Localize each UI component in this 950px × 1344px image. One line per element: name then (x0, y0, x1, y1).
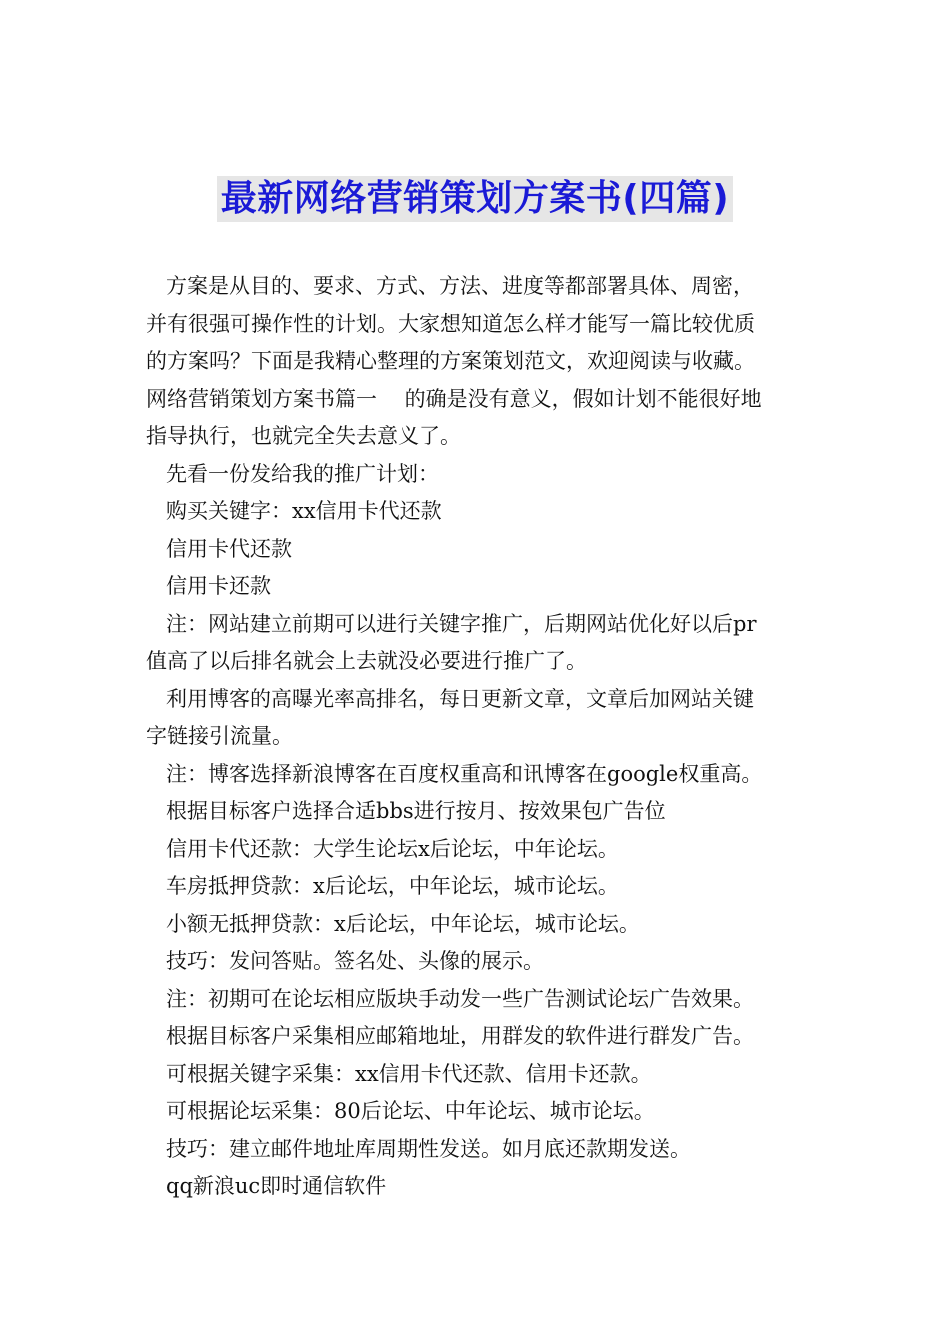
document-title: 最新网络营销策划方案书(四篇) (217, 176, 733, 222)
paragraph-line: 指导执行，也就完全失去意义了。 (146, 424, 461, 448)
paragraph-line: 先看一份发给我的推广计划： (166, 461, 439, 486)
paragraph-line: 车房抵押贷款：x后论坛，中年论坛，城市论坛。 (166, 874, 619, 898)
paragraph-line: 技巧：建立邮件地址库周期性发送。如月底还款期发送。 (166, 1136, 691, 1161)
paragraph-line: 注：初期可在论坛相应版块手动发一些广告测试论坛广告效果。 (166, 986, 754, 1011)
paragraph-line: 字链接引流量。 (146, 724, 293, 748)
paragraph-line: 根据目标客户采集相应邮箱地址，用群发的软件进行群发广告。 (166, 1024, 754, 1048)
paragraph-line: 信用卡还款 (166, 574, 271, 598)
paragraph-line: 注：博客选择新浪博客在百度权重高和讯博客在google权重高。 (166, 761, 763, 786)
paragraph-line: 购买关键字：xx信用卡代还款 (166, 499, 442, 523)
document-body (146, 268, 814, 1206)
paragraph-line: 并有很强可操作性的计划。大家想知道怎么样才能写一篇比较优质 (146, 311, 755, 336)
paragraph-line: 网络营销策划方案书篇一 的确是没有意义，假如计划不能很好地 (146, 386, 762, 411)
paragraph-line: 值高了以后排名就会上去就没必要进行推广了。 (146, 649, 587, 673)
paragraph-line: qq新浪uc即时通信软件 (166, 1174, 387, 1198)
paragraph-line: 的方案吗？下面是我精心整理的方案策划范文，欢迎阅读与收藏。 (146, 349, 755, 373)
paragraph-line: 注：网站建立前期可以进行关键字推广，后期网站优化好以后pr (166, 611, 757, 636)
paragraph-line: 信用卡代还款：大学生论坛x后论坛，中年论坛。 (166, 836, 619, 861)
paragraph-line: 可根据论坛采集：80后论坛、中年论坛、城市论坛。 (166, 1099, 655, 1123)
paragraph-line: 根据目标客户选择合适bbs进行按月、按效果包广告位 (166, 799, 666, 823)
paragraph-line: 利用博客的高曝光率高排名，每日更新文章，文章后加网站关键 (166, 686, 754, 711)
paragraph-line: 方案是从目的、要求、方式、方法、进度等都部署具体、周密， (166, 274, 754, 298)
paragraph-line: 技巧：发问答贴。签名处、头像的展示。 (166, 949, 544, 973)
paragraph-line: 小额无抵押贷款：x后论坛，中年论坛，城市论坛。 (166, 911, 640, 936)
paragraph-line: 信用卡代还款 (166, 536, 292, 561)
title-container (0, 176, 950, 222)
paragraph-line: 可根据关键字采集：xx信用卡代还款、信用卡还款。 (166, 1061, 652, 1086)
